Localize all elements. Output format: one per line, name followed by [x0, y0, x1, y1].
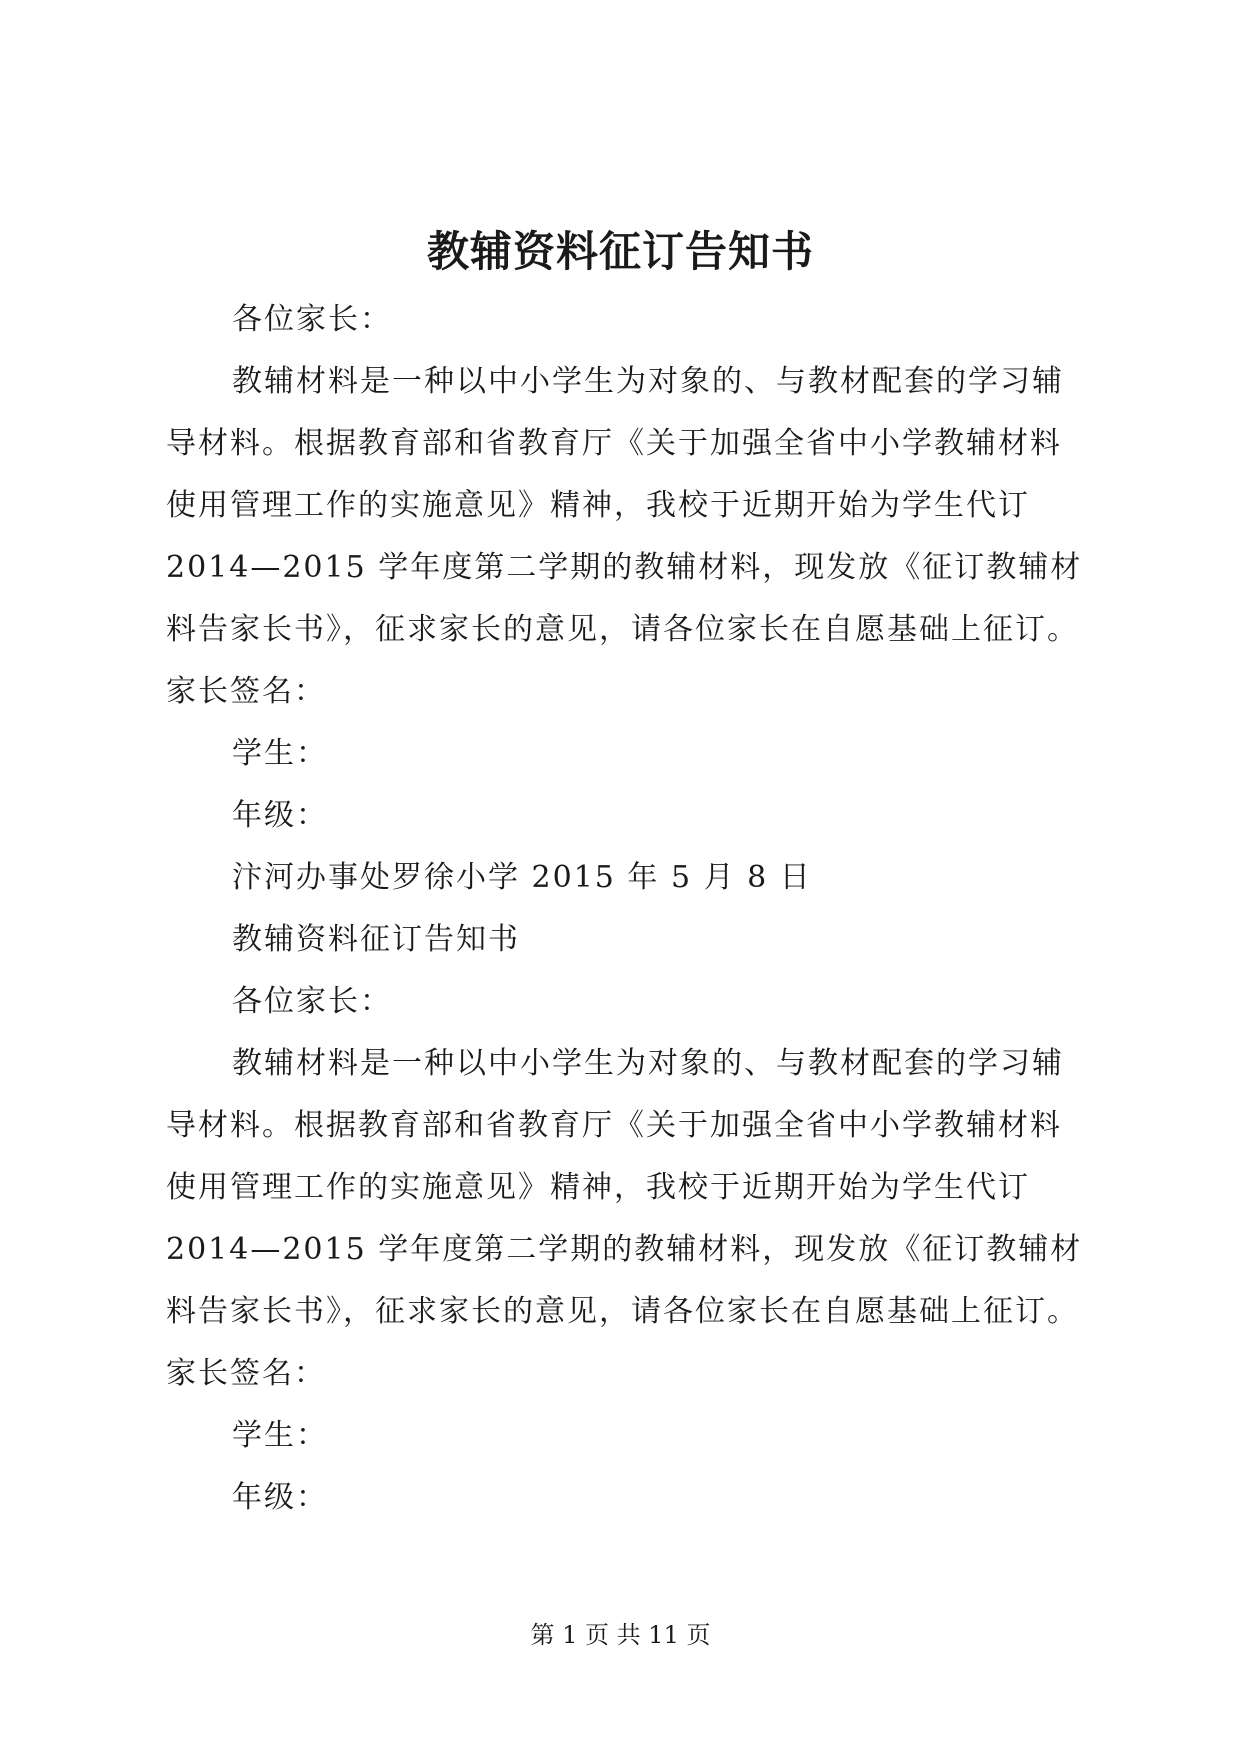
grade-label: 年级： — [232, 1480, 328, 1515]
body-line: 教辅材料是一种以中小学生为对象的、与教材配套的学习辅 — [232, 1046, 1064, 1081]
body-line: 2014—2015 学年度第二学期的教辅材料，现发放《征订教辅材 — [166, 550, 1083, 585]
student-label: 学生： — [232, 1418, 328, 1453]
section-heading: 教辅资料征订告知书 — [232, 922, 520, 957]
document-title: 教辅资料征订告知书 — [426, 227, 814, 276]
parent-signature-label: 家长签名： — [166, 674, 326, 709]
body-line: 2014—2015 学年度第二学期的教辅材料，现发放《征订教辅材 — [166, 1232, 1083, 1267]
parent-signature-label: 家长签名： — [166, 1356, 326, 1391]
greeting: 各位家长： — [232, 302, 392, 337]
school-date-line: 汴河办事处罗徐小学 2015 年 5 月 8 日 — [232, 860, 812, 895]
page-footer: 第 1 页 共 11 页 — [530, 1621, 711, 1649]
body-line: 料告家长书》，征求家长的意见，请各位家长在自愿基础上征订。 — [166, 1294, 1079, 1329]
body-line: 使用管理工作的实施意见》精神，我校于近期开始为学生代订 — [166, 488, 1030, 523]
grade-label: 年级： — [232, 798, 328, 833]
body-line: 导材料。根据教育部和省教育厅《关于加强全省中小学教辅材料 — [166, 426, 1062, 461]
body-line: 导材料。根据教育部和省教育厅《关于加强全省中小学教辅材料 — [166, 1108, 1062, 1143]
body-line: 教辅材料是一种以中小学生为对象的、与教材配套的学习辅 — [232, 364, 1064, 399]
student-label: 学生： — [232, 736, 328, 771]
greeting: 各位家长： — [232, 984, 392, 1019]
body-line: 料告家长书》，征求家长的意见，请各位家长在自愿基础上征订。 — [166, 612, 1079, 647]
body-line: 使用管理工作的实施意见》精神，我校于近期开始为学生代订 — [166, 1170, 1030, 1205]
